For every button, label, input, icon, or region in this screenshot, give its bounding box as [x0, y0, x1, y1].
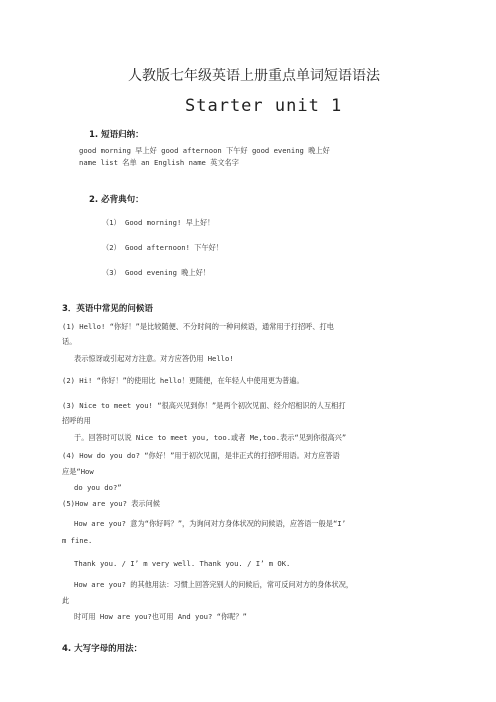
greeting-1-line-1: (1) Hello! “你好！”是比较随便、不分时间的一种问候语，通常用于打招呼、打电 — [62, 322, 334, 331]
greeting-4-line-1: (4) How do you do? “你好！”用于初次见面，是非正式的打招呼用语。对方应答语 — [62, 451, 340, 460]
unit-heading: Starter unit 1 — [185, 96, 343, 116]
sentence-1: （1） Good morning! 早上好！ — [102, 218, 215, 227]
document-title: 人教版七年级英语上册重点单词短语语法 — [128, 68, 380, 84]
greeting-5-line-5: How are you? 的其他用法：习惯上回答完别人的问候后，常可反问对方的身体状况， — [74, 580, 354, 589]
greeting-2-line-1: (2) Hi! “你好！”的使用比 hello！更随便，在年轻人中使用更为普遍。 — [62, 376, 304, 385]
greeting-1-line-3: 表示惊讶或引起对方注意。对方应答仍用 Hello! — [74, 354, 234, 363]
greeting-3-line-3: 于。回答时可以说 Nice to meet you, too.或者 Me,too.表示“见到你很高兴” — [74, 433, 347, 442]
greeting-3-line-2: 招呼的用 — [62, 416, 91, 425]
greeting-1-line-2: 话。 — [62, 337, 77, 346]
phrase-row-1: good morning 早上好 good afternoon 下午好 good evening 晚上好 — [79, 146, 330, 155]
section-heading-sentences: 2. 必背典句： — [89, 195, 144, 205]
greeting-3-line-1: (3) Nice to meet you! “很高兴见到你！”是两个初次见面、经介绍相识的人互相打 — [62, 401, 346, 410]
section-heading-greetings: 3．英语中常见的问候语 — [62, 304, 153, 314]
greeting-5-line-6: 此 — [62, 596, 70, 605]
sentence-2: （2） Good afternoon! 下午好！ — [102, 243, 224, 252]
greeting-5-line-3: m fine. — [62, 536, 93, 545]
greeting-4-line-3: do you do?” — [74, 483, 122, 492]
section-heading-capitals: 4. 大写字母的用法： — [62, 644, 143, 654]
greeting-5-line-4: Thank you. / I’ m very well. Thank you. / I’ m OK. — [74, 559, 291, 568]
greeting-5-line-1: (5)How are you? 表示问候 — [62, 499, 160, 508]
greeting-4-line-2: 应是“How — [62, 467, 94, 476]
phrase-row-2: name list 名单 an English name 英文名字 — [79, 158, 239, 167]
section-heading-phrases: 1. 短语归纳： — [89, 130, 144, 140]
greeting-5-line-2: How are you? 意为“你好吗？”，为询问对方身体状况的问候语，应答语一般是“I’ — [74, 519, 346, 528]
greeting-5-line-7: 时可用 How are you?也可用 And you? “你呢？” — [74, 612, 247, 621]
sentence-3: （3） Good evening 晚上好！ — [102, 268, 211, 277]
